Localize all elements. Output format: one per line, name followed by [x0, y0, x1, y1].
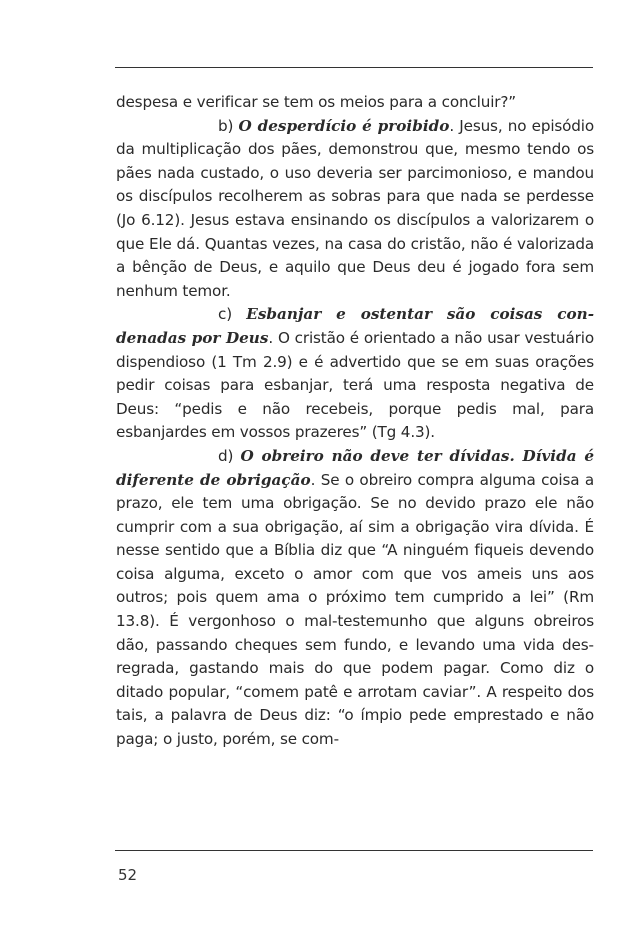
- paragraph-item-c: [116, 303, 594, 445]
- item-letter: c): [218, 305, 247, 324]
- footer-rule: [115, 850, 593, 851]
- item-heading: O desperdício é proibido: [238, 116, 450, 135]
- header-rule: [115, 67, 593, 68]
- item-letter: b): [218, 116, 239, 135]
- paragraph-item-b: [116, 115, 594, 304]
- paragraph-body: . Jesus, no episódio da multiplicação dos pães, demonstrou que, mesmo tendo os pães nada custado, o uso deveria ser parcimonioso, e mandou os discípulos recolherem as sobras para que nada se perdesse (Jo 6.12). Jesus estava ensinando os discípulos a valorizarem o que Ele dá. Quantas vezes, na casa do cristão, não é valorizada a bênção de Deus, e aquilo que Deus deu é jogado fora sem nenhum temor.: [116, 116, 594, 300]
- item-letter: d): [218, 446, 241, 465]
- paragraph-body: despesa e verificar se tem os meios para a concluir?”: [116, 93, 516, 111]
- paragraph-body: . Se o obreiro compra alguma coisa a prazo, ele tem uma obrigação. Se no devido prazo ele não cumprir com a sua obrigação, aí sim a obrigação vira dívida. É nesse sentido que a Bíblia diz que “A ninguém fiqueis devendo coisa alguma, exceto o amor com que vos ameis uns aos outros; pois quem ama o próximo tem cumprido a lei” (Rm 13.8). É vergonhoso o mal-testemunho que alguns obreiros dão, passando cheques sem fundo, e levando uma vida desregrada, gastando mais do que podem pagar. Como diz o ditado popular, “comem patê e arrotam caviar”. A respeito dos tais, a palavra de Deus diz: “o ímpio pede emprestado e não paga; o justo, porém, se com-: [116, 470, 595, 749]
- body-text: [116, 91, 594, 752]
- paragraph-body: . O cristão é orientado a não usar vestuário dispendioso (1 Tm 2.9) e é advertido que se em suas orações pedir coisas para esbanjar, terá uma resposta negativa de Deus: “pedis e não recebeis, porque pedis mal, para esbanjardes em vossos prazeres” (Tg 4.3).: [116, 328, 594, 442]
- paragraph-continuation: [116, 91, 594, 115]
- item-heading: O obreiro não deve ter dívidas. Dívida é diferente de obrigação: [116, 446, 594, 489]
- page-number: 52: [118, 866, 138, 884]
- paragraph-item-d: [116, 445, 594, 752]
- item-heading: Esbanjar e ostentar são coisas condenadas por Deus: [116, 305, 594, 347]
